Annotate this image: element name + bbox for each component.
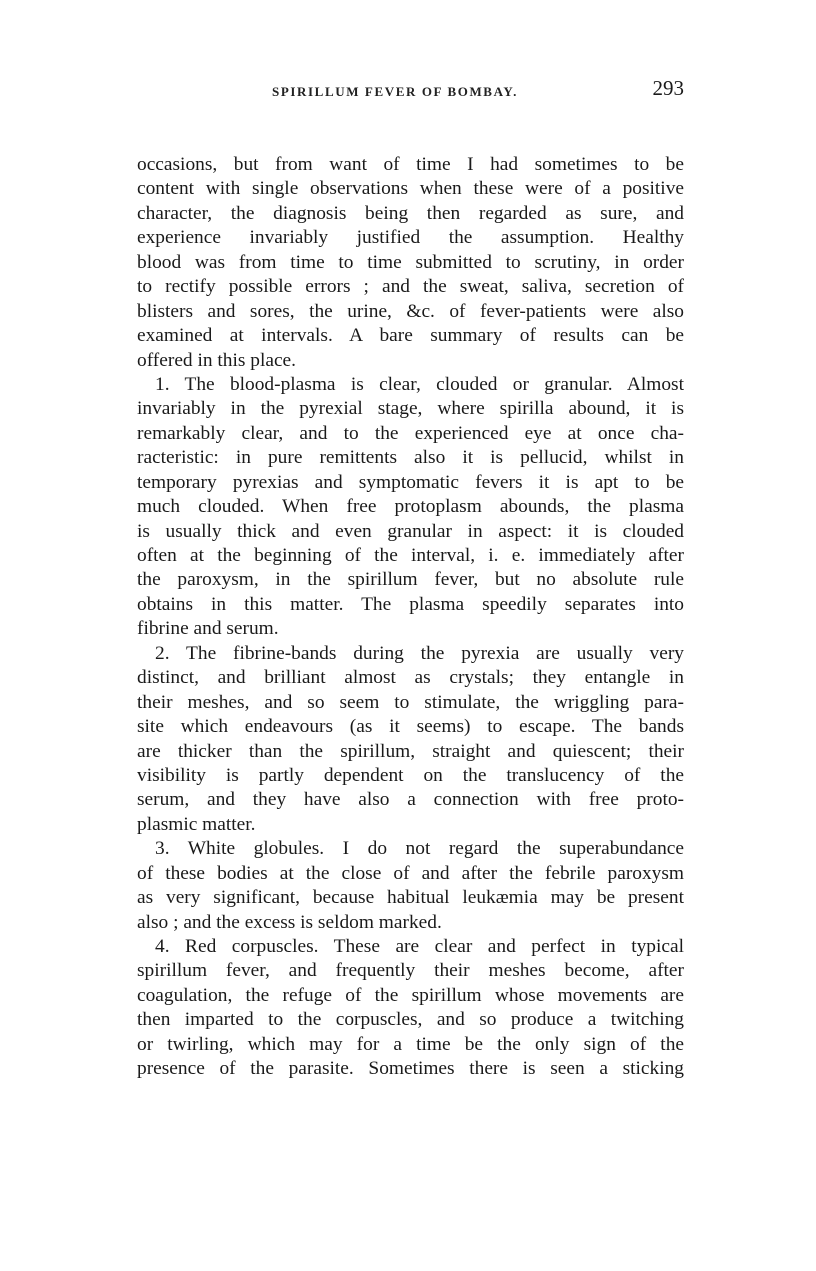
text-line: is usually thick and even granular in aspect: it is clouded: [137, 520, 684, 542]
text-line: coagulation, the refuge of the spirillum whose movements are: [137, 984, 684, 1006]
text-line: also ; and the excess is seldom marked.: [137, 911, 442, 933]
text-line: their meshes, and so seem to stimulate, the wriggling para-: [137, 691, 684, 713]
text-line: often at the beginning of the interval, i. e. immediately after: [137, 545, 684, 566]
text-line: as very significant, because habitual leukæmia may be present: [137, 887, 684, 909]
paragraph-item-4: [137, 935, 684, 1082]
text-line: 2. The fibrine-bands during the pyrexia are usually very: [155, 642, 684, 664]
text-line: the paroxysm, in the spirillum fever, but no absolute rule: [137, 569, 684, 591]
text-line: visibility is partly dependent on the translucency of the: [137, 764, 684, 786]
text-line: blisters and sores, the urine, &c. of fever-patients were also: [137, 300, 684, 322]
paragraph-intro: [137, 153, 684, 373]
text-line: 4. Red corpuscles. These are clear and perfect in typical: [155, 936, 684, 957]
text-line: 3. White globules. I do not regard the superabundance: [155, 838, 684, 860]
text-line: 1. The blood-plasma is clear, clouded or granular. Almost: [155, 373, 684, 395]
text-line: or twirling, which may for a time be the only sign of the: [137, 1033, 684, 1055]
text-line: site which endeavours (as it seems) to escape. The bands: [137, 716, 684, 738]
text-line: remarkably clear, and to the experienced eye at once cha-: [137, 422, 684, 444]
text-line: are thicker than the spirillum, straight and quiescent; their: [137, 740, 684, 762]
text-line: to rectify possible errors ; and the sweat, saliva, secretion of: [137, 276, 684, 298]
running-title: SPIRILLUM FEVER OF BOMBAY.: [272, 84, 519, 99]
text-line: obtains in this matter. The plasma speedily separates into: [137, 593, 684, 615]
text-line: presence of the parasite. Sometimes there is seen a sticking: [137, 1058, 684, 1080]
text-line: experience invariably justified the assumption. Healthy: [137, 227, 684, 249]
text-line: offered in this place.: [137, 349, 297, 371]
text-line: occasions, but from want of time I had sometimes to be: [137, 154, 684, 175]
text-line: serum, and they have also a connection with free proto-: [137, 789, 684, 811]
paragraph-item-1: [137, 373, 684, 642]
text-line: fibrine and serum.: [137, 618, 279, 640]
paragraph-item-2: [137, 642, 684, 838]
text-line: plasmic matter.: [137, 813, 256, 835]
text-line: content with single observations when these were of a positive: [137, 178, 684, 200]
text-line: distinct, and brilliant almost as crystals; they entangle in: [137, 667, 684, 689]
text-line: blood was from time to time submitted to scrutiny, in order: [137, 251, 684, 273]
text-line: spirillum fever, and frequently their meshes become, after: [137, 960, 684, 982]
body-text: [137, 153, 684, 1082]
text-line: temporary pyrexias and symptomatic fevers it is apt to be: [137, 471, 684, 493]
text-line: character, the diagnosis being then regarded as sure, and: [137, 202, 684, 224]
text-line: of these bodies at the close of and after the febrile paroxysm: [137, 862, 684, 884]
paragraph-item-3: [137, 837, 684, 935]
text-line: invariably in the pyrexial stage, where spirilla abound, it is: [137, 398, 684, 420]
text-line: then imparted to the corpuscles, and so produce a twitching: [137, 1009, 684, 1031]
text-line: much clouded. When free protoplasm abounds, the plasma: [137, 496, 684, 518]
text-line: racteristic: in pure remittents also it is pellucid, whilst in: [137, 447, 684, 469]
text-line: examined at intervals. A bare summary of results can be: [137, 325, 684, 347]
running-head: [137, 76, 684, 106]
book-page: [137, 76, 684, 1080]
page-number: 293: [652, 76, 684, 100]
